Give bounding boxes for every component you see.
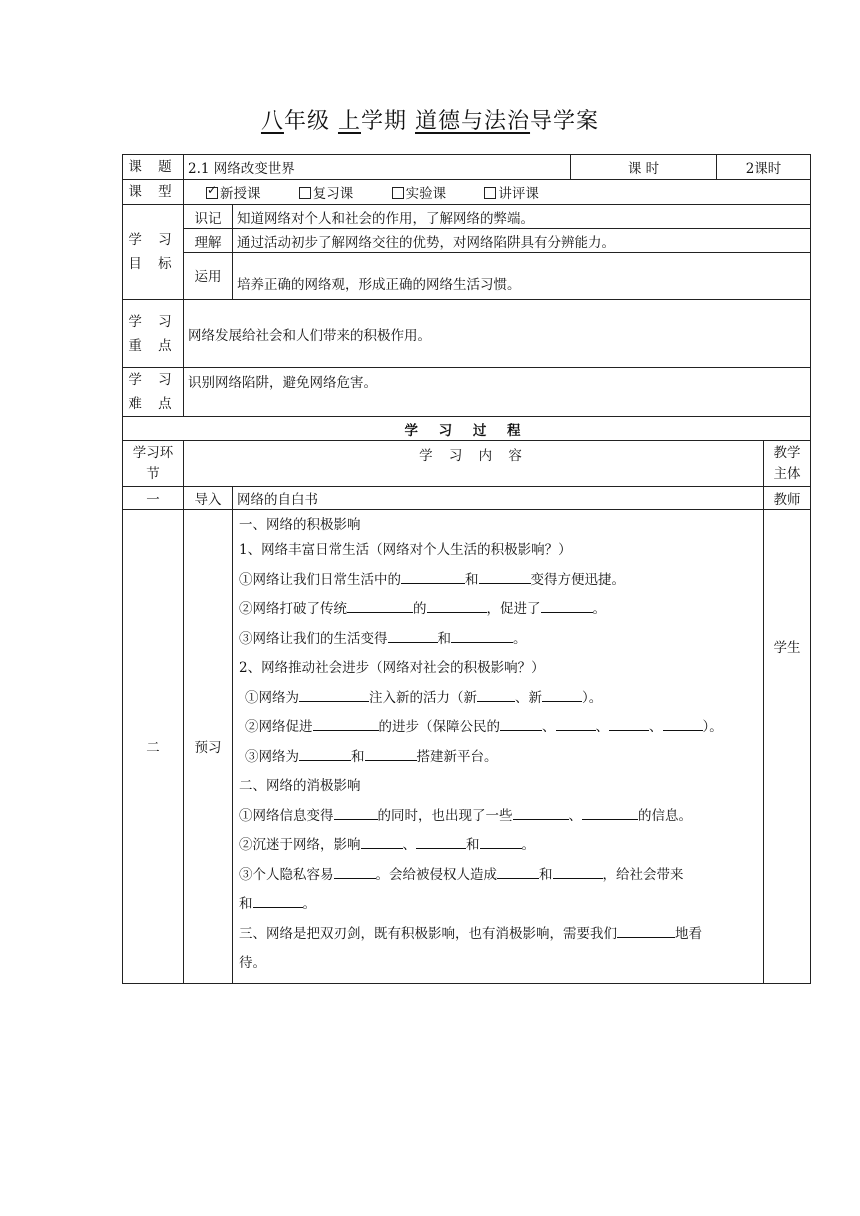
fill-line: ②网络打破了传统 的 ，促进了 。	[239, 595, 757, 625]
topic-value: 2.1 网络改变世界	[184, 155, 571, 180]
process-row-preview	[123, 510, 811, 984]
content-column-header: 学 习 内 容	[184, 441, 764, 487]
blank-field[interactable]	[299, 687, 369, 702]
blank-field[interactable]	[582, 805, 638, 820]
checkbox-icon[interactable]	[484, 187, 496, 199]
fill-line: ③网络让我们的生活变得 和 。	[239, 625, 757, 655]
title-term: 上	[337, 109, 361, 134]
title-subject: 道德与法治	[415, 109, 531, 134]
type-option-new[interactable]: ✓ 新授课	[206, 182, 261, 202]
blank-field[interactable]	[553, 864, 603, 879]
topic-label: 课 题	[123, 155, 184, 180]
blank-field[interactable]	[347, 598, 413, 613]
stage-number: 一	[123, 487, 184, 510]
blank-field[interactable]	[513, 805, 569, 820]
goal-row	[123, 229, 811, 253]
goal-row	[123, 253, 811, 300]
type-option-experiment[interactable]: 实验课	[392, 182, 447, 202]
blank-field[interactable]	[365, 746, 417, 761]
preview-content	[233, 510, 764, 984]
fill-line: ①网络为 注入新的活力（新 、新 ）。	[239, 684, 757, 714]
goal-text: 通过活动初步了解网络交往的优势，对网络陷阱具有分辨能力。	[233, 229, 811, 253]
goal-level: 理解	[184, 229, 233, 253]
process-column-header-row	[123, 441, 811, 487]
blank-field[interactable]	[609, 716, 649, 731]
stage-column-header: 学习环 节	[123, 441, 184, 487]
topic-row	[123, 155, 811, 180]
fill-line: ①网络信息变得 的同时，也出现了一些 、 的信息。	[239, 802, 757, 832]
process-heading: 学 习 过 程	[123, 417, 811, 441]
blank-field[interactable]	[497, 864, 539, 879]
title-term-suffix: 学期	[361, 109, 408, 134]
blank-field[interactable]	[334, 864, 376, 879]
step-name: 导入	[184, 487, 233, 510]
blank-field[interactable]	[542, 687, 582, 702]
fill-line: ②网络促进 的进步（保障公民的 、 、 、 ）。	[239, 713, 757, 743]
subsection-heading: 1、网络丰富日常生活（网络对个人生活的积极影响？）	[239, 542, 572, 558]
type-row	[123, 180, 811, 205]
step-name: 预习	[184, 510, 233, 984]
blank-field[interactable]	[334, 805, 378, 820]
goal-level: 识记	[184, 205, 233, 229]
blank-field[interactable]	[388, 628, 438, 643]
blank-field[interactable]	[416, 834, 466, 849]
section-heading: 二、网络的消极影响	[239, 778, 361, 794]
blank-field[interactable]	[663, 716, 703, 731]
hours-value: 2课时	[717, 155, 811, 180]
page-title	[0, 104, 860, 135]
hours-label: 课 时	[571, 155, 717, 180]
section-heading: 一、网络的积极影响	[239, 517, 361, 533]
fill-line: ③个人隐私容易 。会给被侵权人造成 和 ，给社会带来	[239, 861, 757, 891]
fill-line: 三、网络是把双刃剑，既有积极影响，也有消极影响，需要我们 地看	[239, 920, 757, 950]
type-option-review[interactable]: 复习课	[299, 182, 354, 202]
blank-field[interactable]	[427, 598, 487, 613]
title-doc-type: 导学案	[530, 109, 600, 134]
type-options	[184, 180, 811, 205]
blank-field[interactable]	[253, 893, 303, 908]
blank-field[interactable]	[477, 687, 515, 702]
blank-field[interactable]	[299, 746, 351, 761]
goal-row	[123, 205, 811, 229]
blank-field[interactable]	[541, 598, 593, 613]
lesson-plan-table	[122, 154, 811, 984]
blank-field[interactable]	[500, 716, 542, 731]
blank-field[interactable]	[313, 716, 379, 731]
fill-line: ②沉迷于网络，影响 、 和 。	[239, 831, 757, 861]
difficulties-row	[123, 368, 811, 417]
step-content: 网络的自白书	[233, 487, 764, 510]
stage-number: 二	[123, 510, 184, 984]
subject-column-header: 教学 主体	[764, 441, 811, 487]
checkbox-checked-icon[interactable]	[206, 187, 218, 199]
fill-line: ①网络让我们日常生活中的 和 变得方便迅捷。	[239, 566, 757, 596]
blank-field[interactable]	[479, 569, 531, 584]
text-line: 待。	[239, 955, 266, 971]
title-grade: 八	[260, 109, 284, 134]
goal-text: 知道网络对个人和社会的作用，了解网络的弊端。	[233, 205, 811, 229]
blank-field[interactable]	[556, 716, 596, 731]
difficulties-text: 识别网络陷阱，避免网络危害。	[184, 368, 811, 417]
blank-field[interactable]	[361, 834, 403, 849]
difficulties-label: 学 习 难 点	[123, 368, 184, 417]
key-points-label: 学 习 重 点	[123, 300, 184, 368]
key-points-row	[123, 300, 811, 368]
process-row-intro	[123, 487, 811, 510]
goals-label: 学 习 目 标	[123, 205, 184, 300]
blank-field[interactable]	[401, 569, 465, 584]
checkbox-icon[interactable]	[392, 187, 404, 199]
title-grade-suffix: 年级	[283, 109, 330, 134]
process-heading-row	[123, 417, 811, 441]
subsection-heading: 2、网络推动社会进步（网络对社会的积极影响？）	[239, 660, 545, 676]
goal-text: 培养正确的网络观，形成正确的网络生活习惯。	[233, 253, 811, 300]
fill-line: ③网络为 和 搭建新平台。	[239, 743, 757, 773]
fill-line: 和 。	[239, 890, 757, 920]
blank-field[interactable]	[617, 923, 675, 938]
type-label: 课 型	[123, 180, 184, 205]
blank-field[interactable]	[480, 834, 522, 849]
step-subject: 教师	[764, 487, 811, 510]
blank-field[interactable]	[451, 628, 513, 643]
key-points-text: 网络发展给社会和人们带来的积极作用。	[184, 300, 811, 368]
type-option-lecture[interactable]: 讲评课	[484, 182, 539, 202]
goal-level: 运用	[184, 253, 233, 300]
checkbox-icon[interactable]	[299, 187, 311, 199]
step-subject: 学生	[764, 510, 811, 984]
